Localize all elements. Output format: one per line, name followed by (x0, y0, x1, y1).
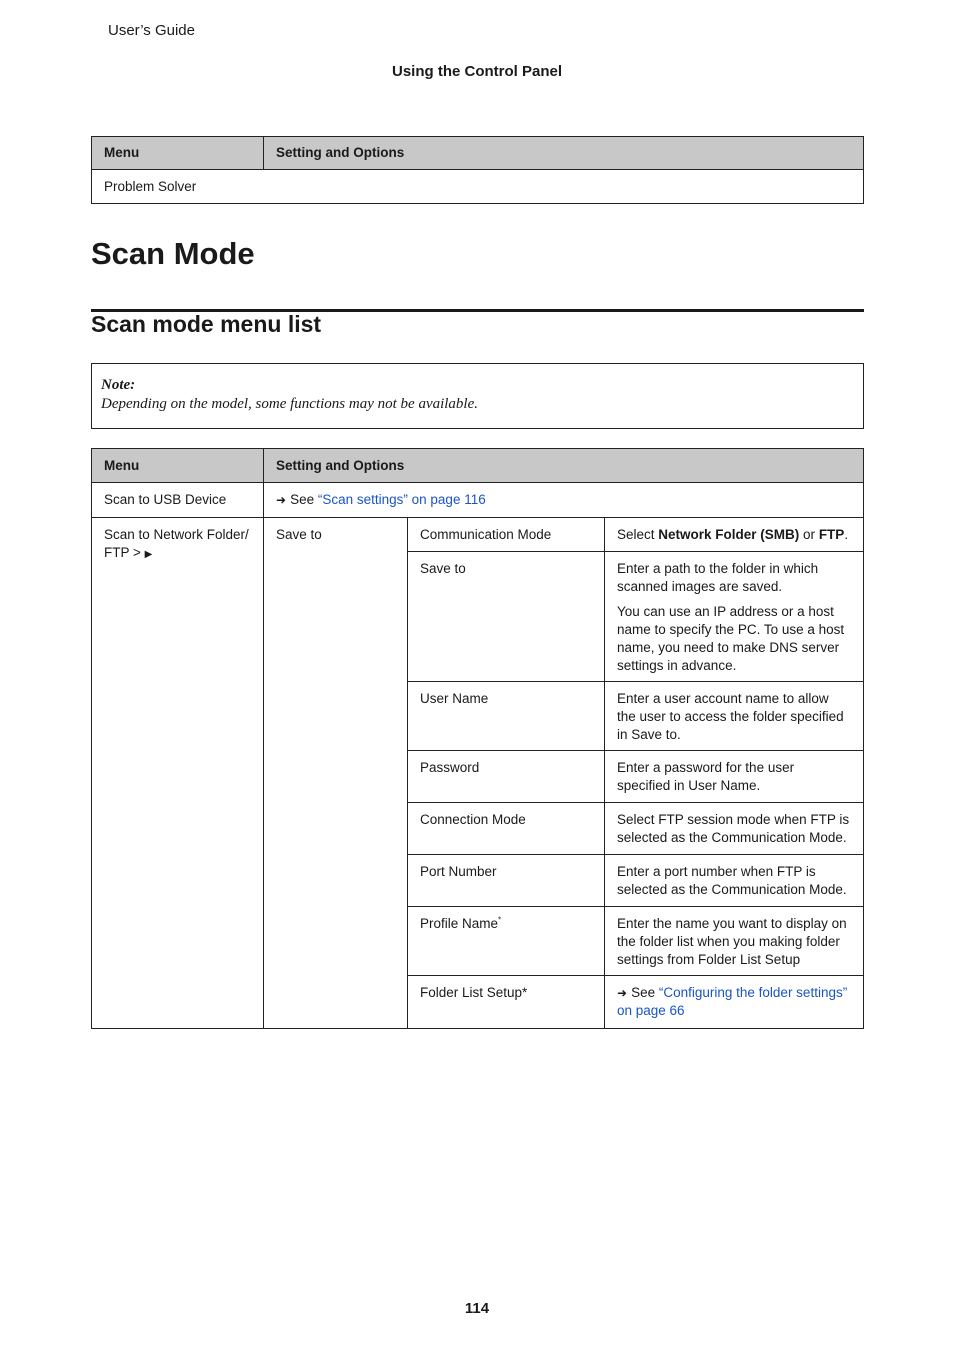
description-cell (605, 552, 864, 682)
option-cell: Communication Mode (408, 518, 605, 552)
arrow-right-icon: ➜ (617, 986, 628, 1000)
arrow-right-icon: ➜ (276, 493, 287, 507)
scan-mode-table (91, 448, 864, 1029)
option-cell: User Name (408, 682, 605, 751)
desc-bold: FTP (818, 527, 845, 542)
scan-to-usb-ref (264, 483, 864, 518)
option-cell: Folder List Setup* (408, 976, 605, 1029)
section-title: Scan Mode (91, 236, 255, 271)
note-body: Depending on the model, some functions may not be available. (101, 396, 479, 412)
scan-to-usb-cell: Scan to USB Device (92, 483, 264, 518)
folder-settings-link[interactable]: “Configuring the folder settings” on page 66 (617, 985, 848, 1018)
triangle-right-icon: ▶ (144, 549, 153, 560)
desc-paragraph: Enter a path to the folder in which scanned images are saved. (617, 561, 819, 594)
problem-solver-cell: Problem Solver (92, 170, 864, 204)
problem-solver-table (91, 136, 864, 204)
see-label: See (290, 492, 315, 507)
description-cell (605, 518, 864, 552)
description-cell: Enter a user account name to allow the user to access the folder specified in Save to. (605, 682, 864, 751)
description-cell: Enter a port number when FTP is selected as the Communication Mode. (605, 855, 864, 907)
description-cell (605, 976, 864, 1029)
desc-text: or (799, 527, 819, 542)
menu-column-header: Menu (92, 137, 264, 170)
menu-column-header: Menu (92, 449, 264, 483)
option-cell (408, 907, 605, 976)
option-label: Profile Name (420, 916, 499, 931)
scan-to-network-cell (92, 518, 264, 1029)
save-to-cell: Save to (264, 518, 408, 1029)
guide-title: User’s Guide (108, 22, 195, 39)
option-cell: Save to (408, 552, 605, 682)
description-cell: Select FTP session mode when FTP is selected as the Communication Mode. (605, 803, 864, 855)
setting-column-header: Setting and Options (264, 449, 864, 483)
desc-text: . (844, 527, 849, 542)
desc-text: Select (617, 527, 659, 542)
option-cell: Port Number (408, 855, 605, 907)
see-label: See (631, 985, 656, 1000)
setting-column-header: Setting and Options (264, 137, 864, 170)
desc-bold: Network Folder (SMB) (658, 527, 800, 542)
scan-settings-link[interactable]: “Scan settings” on page 116 (317, 492, 486, 507)
desc-paragraph: You can use an IP address or a host name to specify the PC. To use a host name, you need to make DNS server settings in advance. (617, 604, 845, 673)
note-box (91, 363, 864, 429)
option-cell: Password (408, 751, 605, 803)
option-cell: Connection Mode (408, 803, 605, 855)
footnote-mark: * (498, 915, 502, 925)
note-title: Note: (101, 377, 136, 393)
scan-to-network-label: Scan to Network Folder/ FTP > (104, 527, 249, 560)
page-number: 114 (464, 1300, 490, 1317)
description-cell: Enter the name you want to display on the folder list when you making folder settings from Folder List Setup (605, 907, 864, 976)
description-cell: Enter a password for the user specified in User Name. (605, 751, 864, 803)
section-subtitle: Scan mode menu list (91, 311, 322, 337)
chapter-title: Using the Control Panel (391, 63, 562, 80)
